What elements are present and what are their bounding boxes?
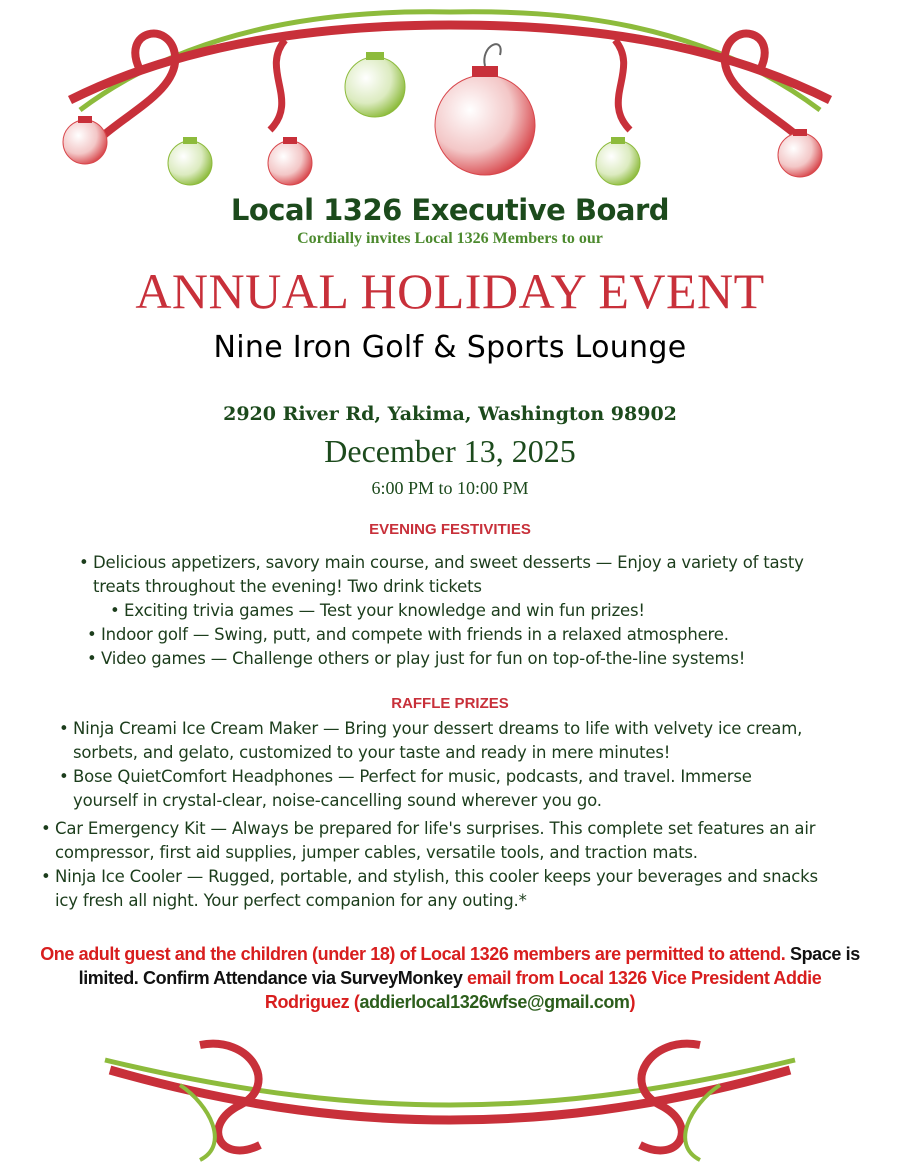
raffle-list [0,717,818,913]
list-item: • Ninja Ice Cooler — Rugged, portable, and stylish, this cooler keeps your beverages and snacks icy fresh all night. Your perfect companion for any outing.* [55,865,845,913]
list-item: • Car Emergency Kit — Always be prepared for life's surprises. This complete set features an air compressor, first aid supplies, jumper cables, versatile tools, and traction mats. [55,817,845,865]
rsvp-instruction: Space is limited. Confirm Attendance via SurveyMonkey [78,944,860,988]
contact-email[interactable]: addierlocal1326wfse@gmail.com [359,992,630,1012]
bottom-ribbon-decoration [0,1025,900,1165]
list-item: • Indoor golf — Swing, putt, and compete with friends in a relaxed atmosphere. [101,623,841,647]
list-item: • Delicious appetizers, savory main course, and sweet desserts — Enjoy a variety of tasty treats throughout the evening! Two drink tickets [93,551,833,599]
invitation-line: Cordially invites Local 1326 Members to our [297,230,603,247]
event-title: ANNUAL HOLIDAY EVENT [135,263,765,319]
attendance-notice [40,942,860,1014]
list-item: • Ninja Creami Ice Cream Maker — Bring your dessert dreams to life with velvety ice cream, sorbets, and gelato, customized to your taste and ready in mere minutes! [73,717,813,765]
list-item: • Bose QuietComfort Headphones — Perfect for music, podcasts, and travel. Immerse yourself in crystal-clear, noise-cancelling sound wherever you go. [73,765,813,813]
raffle-heading: RAFFLE PRIZES [391,695,509,712]
top-ribbon-ornament-decoration [0,0,900,195]
event-date: December 13, 2025 [324,433,576,469]
festivities-heading: EVENING FESTIVITIES [369,521,531,538]
list-item: • Exciting trivia games — Test your knowledge and win fun prizes! [124,599,824,623]
guest-policy: One adult guest and the children (under 18) of Local 1326 members are permitted to attend. [40,944,786,964]
list-item: • Video games — Challenge others or play just for fun on top-of-the-line systems! [101,647,841,671]
venue-address: 2920 River Rd, Yakima, Washington 98902 [223,403,677,425]
festivities-list [0,551,804,671]
board-heading: Local 1326 Executive Board [230,193,670,227]
closing-paren: ) [629,992,636,1012]
rsvp-source: email from Local 1326 Vice President Addie Rodriguez ( [264,968,822,1012]
venue-name: Nine Iron Golf & Sports Lounge [213,330,687,365]
event-time: 6:00 PM to 10:00 PM [371,478,529,498]
